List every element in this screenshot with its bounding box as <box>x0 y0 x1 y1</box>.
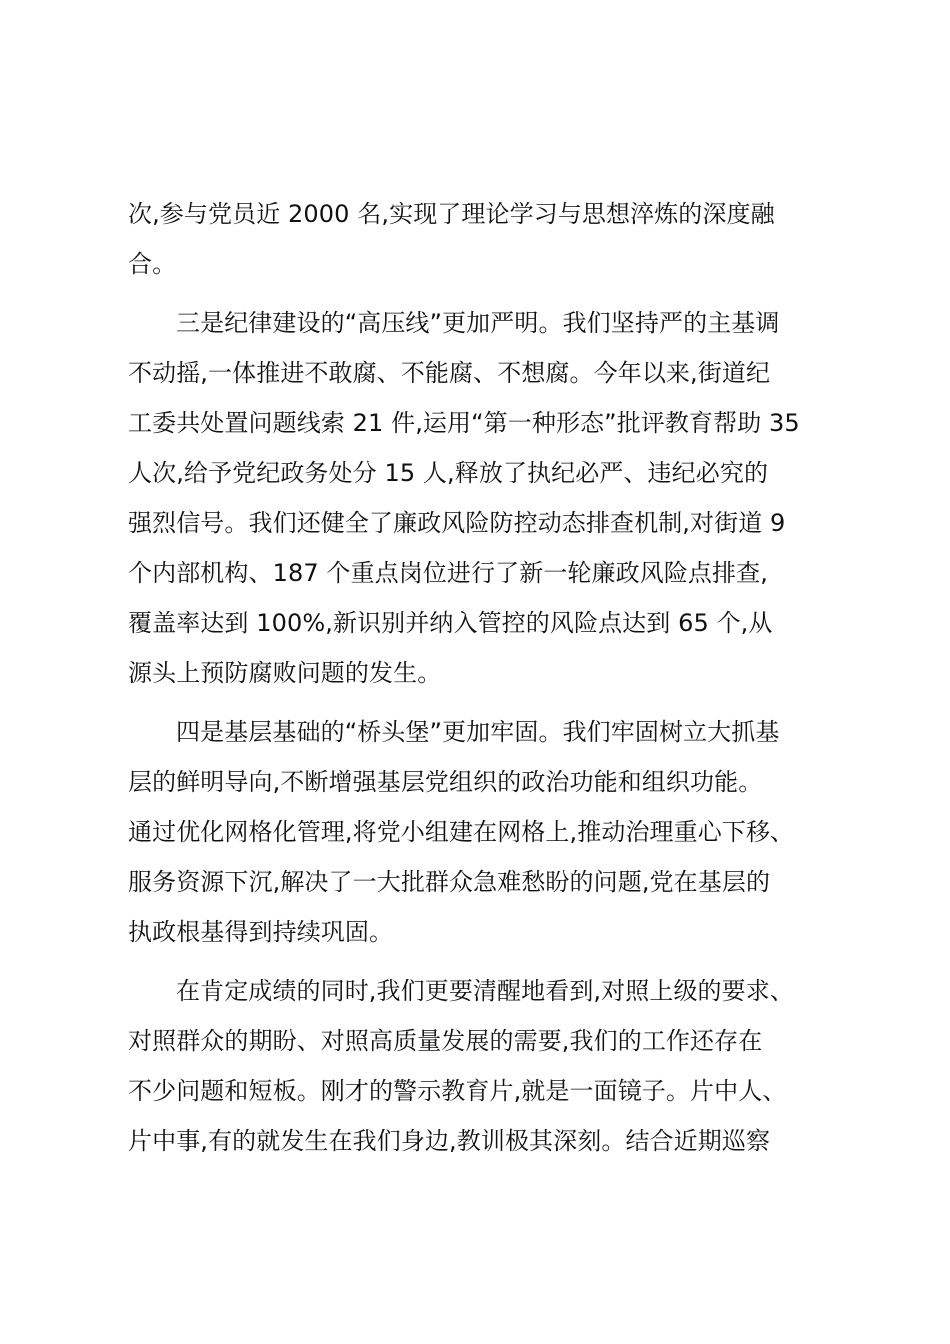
text-line: 对照群众的期盼、对照高质量发展的需要,我们的工作还存在 <box>128 1027 763 1055</box>
text-line: 个内部机构、187 个重点岗位进行了新一轮廉政风险点排查, <box>128 559 768 587</box>
text-line: 源头上预防腐败问题的发生。 <box>128 659 442 687</box>
paragraph-problems <box>128 966 828 1166</box>
text-line: 工委共处置问题线索 21 件,运用“第一种形态”批评教育帮助 35 <box>128 409 800 437</box>
text-line: 三是纪律建设的“高压线”更加严明。我们坚持严的主基调 <box>176 309 780 337</box>
text-line: 不动摇,一体推进不敢腐、不能腐、不想腐。今年以来,街道纪 <box>128 359 771 387</box>
text-line: 强烈信号。我们还健全了廉政风险防控动态排查机制,对街道 9 <box>128 509 786 537</box>
paragraph-discipline <box>128 298 828 698</box>
paragraph-grassroots <box>128 707 828 957</box>
text-line: 片中事,有的就发生在我们身边,教训极其深刻。结合近期巡察 <box>128 1127 771 1155</box>
text-line: 通过优化网格化管理,将党小组建在网格上,推动治理重心下移、 <box>128 818 795 846</box>
text-line: 层的鲜明导向,不断增强基层党组织的政治功能和组织功能。 <box>128 768 763 796</box>
text-line: 次,参与党员近 2000 名,实现了理论学习与思想淬炼的深度融 <box>128 200 775 228</box>
text-line: 人次,给予党纪政务处分 15 人,释放了执纪必严、违纪必究的 <box>128 459 769 487</box>
text-line: 不少问题和短板。刚才的警示教育片,就是一面镜子。片中人、 <box>128 1077 787 1105</box>
document-body <box>128 189 828 1175</box>
text-line: 四是基层基础的“桥头堡”更加牢固。我们牢固树立大抓基 <box>176 718 780 746</box>
text-line: 服务资源下沉,解决了一大批群众急难愁盼的问题,党在基层的 <box>128 868 771 896</box>
paragraph-continuation <box>128 189 828 289</box>
text-line: 合。 <box>128 250 177 278</box>
text-line: 执政根基得到持续巩固。 <box>128 918 394 946</box>
text-line: 在肯定成绩的同时,我们更要清醒地看到,对照上级的要求、 <box>176 977 794 1005</box>
text-line: 覆盖率达到 100%,新识别并纳入管控的风险点达到 65 个,从 <box>128 609 773 637</box>
